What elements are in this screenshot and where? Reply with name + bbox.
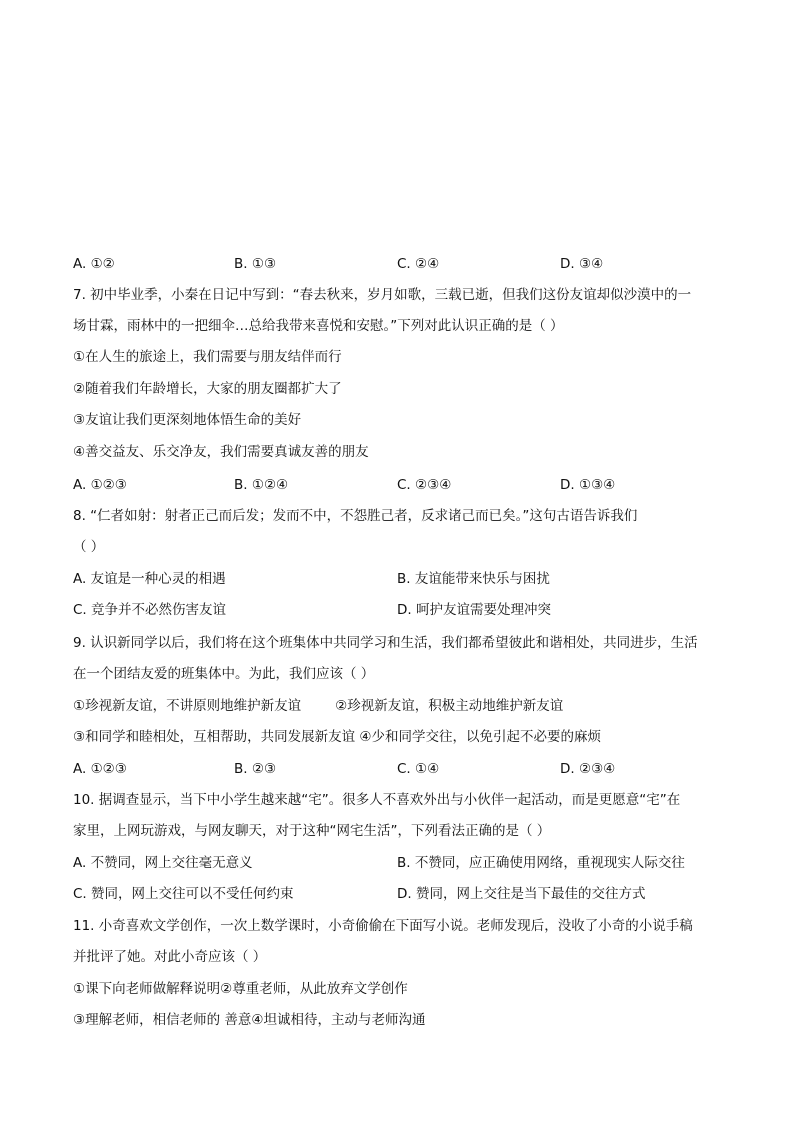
q7-options (73, 476, 733, 494)
q10-options-row2 (73, 885, 733, 903)
q7-stem-line1: 7. 初中毕业季，小秦在日记中写到：“春去秋来，岁月如歌，三载已逝，但我们这份友谊却似沙漠中的一 (73, 287, 692, 303)
q7-statement-4: ④善交益友、乐交净友，我们需要真诚友善的朋友 (73, 444, 369, 460)
q9-option-b: B. ②③ (234, 761, 277, 777)
q9-stem-line2: 在一个团结友爱的班集体中。为此，我们应该（ ） (73, 666, 375, 682)
q7-statement-3: ③友谊让我们更深刻地体悟生命的美好 (73, 412, 302, 428)
q9-statement-1: ①珍视新友谊，不讲原则地维护新友谊 (73, 698, 302, 714)
q10-stem-line2: 家里，上网玩游戏，与网友聊天，对于这种“网宅生活”，下列看法正确的是（ ） (73, 823, 551, 839)
q9-statements-row1 (73, 697, 563, 715)
q8-option-d: D. 呵护友谊需要处理冲突 (397, 602, 551, 618)
q8-stem-line1: 8. “仁者如射：射者正己而后发；发而不中，不怨胜己者，反求诸己而已矣。”这句古语告诉我们 (73, 508, 638, 524)
q9-statement-2: ②珍视新友谊，积极主动地维护新友谊 (335, 698, 564, 714)
q8-stem-line2: （ ） (73, 539, 105, 555)
q10-options-row1 (73, 854, 733, 872)
q9-option-d: D. ②③④ (560, 761, 616, 777)
q6-option-d: D. ③④ (560, 256, 604, 272)
q11-statements-row1: ①课下向老师做解释说明②尊重老师，从此放弃文学创作 (73, 981, 408, 997)
q10-option-d: D. 赞同，网上交往是当下最佳的交往方式 (397, 886, 646, 902)
q6-option-c: C. ②④ (397, 256, 440, 272)
q7-statement-2: ②随着我们年龄增长，大家的朋友圈都扩大了 (73, 381, 342, 397)
q9-option-c: C. ①④ (397, 761, 440, 777)
q7-option-d: D. ①③④ (560, 477, 616, 493)
q6-option-b: B. ①③ (234, 256, 277, 272)
q8-option-a: A. 友谊是一种心灵的相遇 (73, 571, 226, 587)
q9-stem-line1: 9. 认识新同学以后，我们将在这个班集体中共同学习和生活，我们都希望彼此和谐相处，共同进步，生活 (73, 635, 698, 651)
q10-option-c: C. 赞同，网上交往可以不受任何约束 (73, 886, 294, 902)
q11-statements-row2: ③理解老师，相信老师的 善意④坦诚相待，主动与老师沟通 (73, 1012, 426, 1028)
q7-option-c: C. ②③④ (397, 477, 452, 493)
q7-option-b: B. ①②④ (234, 477, 289, 493)
q11-stem-line1: 11. 小奇喜欢文学创作，一次上数学课时，小奇偷偷在下面写小说。老师发现后，没收了小奇的小说手稿 (73, 918, 693, 934)
q9-statements-row2: ③和同学和睦相处，互相帮助，共同发展新友谊 ④少和同学交往，以免引起不必要的麻烦 (73, 729, 601, 745)
q10-stem-line1: 10. 据调查显示，当下中小学生越来越“宅”。很多人不喜欢外出与小伙伴一起活动，而是更愿意“宅”在 (73, 792, 681, 808)
q6-options (73, 255, 733, 273)
q8-option-c: C. 竞争并不必然伤害友谊 (73, 602, 227, 618)
q8-option-b: B. 友谊能带来快乐与困扰 (397, 571, 550, 587)
q7-stem-line2: 场甘霖，雨林中的一把细伞…总给我带来喜悦和安慰。”下列对此认识正确的是（ ） (73, 318, 564, 334)
q9-options (73, 760, 733, 778)
q8-options-row1 (73, 570, 733, 588)
q10-option-a: A. 不赞同，网上交往毫无意义 (73, 855, 253, 871)
q6-option-a: A. ①② (73, 256, 115, 272)
q7-option-a: A. ①②③ (73, 477, 127, 493)
q11-stem-line2: 并批评了她。对此小奇应该（ ） (73, 949, 267, 965)
q7-statement-1: ①在人生的旅途上，我们需要与朋友结伴而行 (73, 349, 342, 365)
q8-options-row2 (73, 601, 733, 619)
q9-option-a: A. ①②③ (73, 761, 127, 777)
q10-option-b: B. 不赞同，应正确使用网络，重视现实人际交往 (397, 855, 685, 871)
